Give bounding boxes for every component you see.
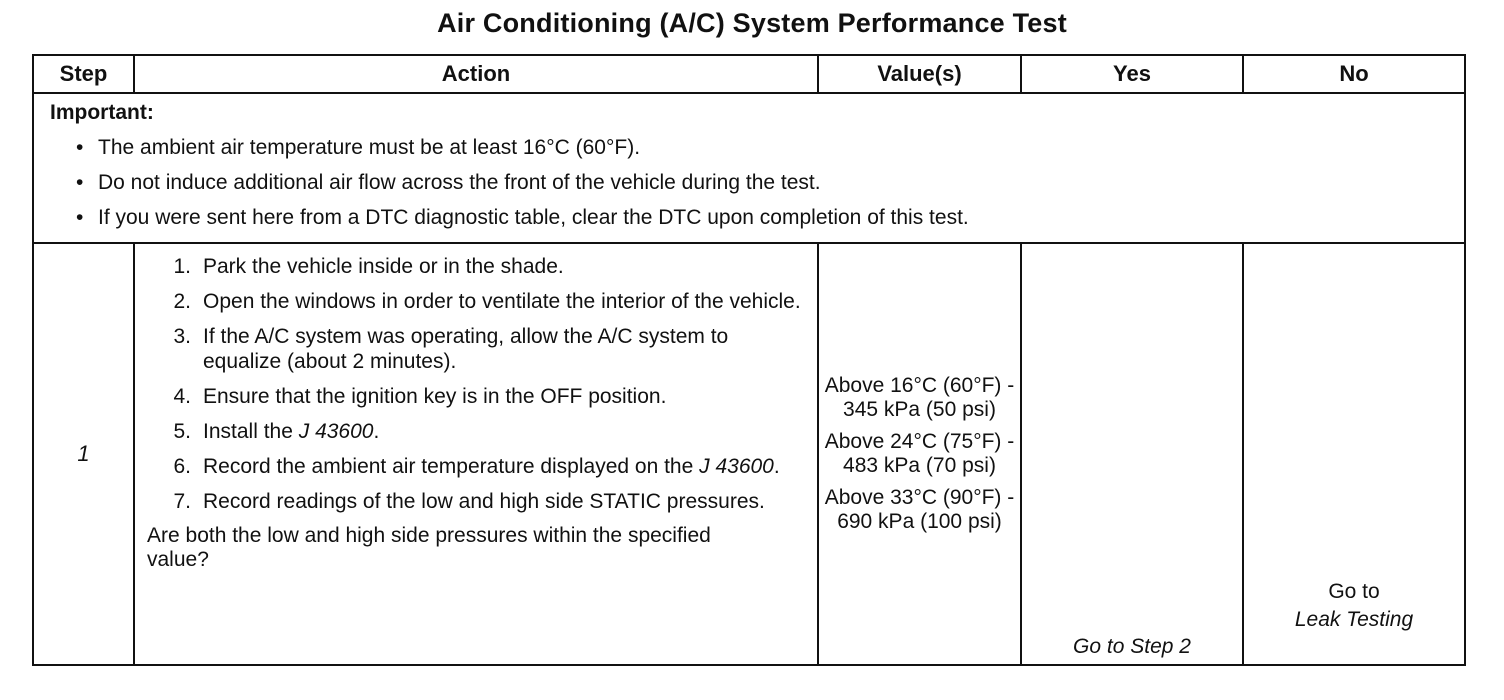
no-goto-link[interactable]	[1244, 578, 1464, 634]
action-text-part: Install the	[203, 420, 299, 443]
action-step-number: 5.	[173, 420, 191, 443]
header-yes: Yes	[1021, 55, 1243, 93]
action-step-text: Park the vehicle inside or in the shade.	[203, 255, 564, 278]
header-row	[33, 55, 1465, 93]
action-step-number: 2.	[173, 290, 191, 313]
action-step-text: Record readings of the low and high side STATIC pressures.	[203, 490, 765, 513]
action-steps-list	[135, 254, 817, 514]
action-step-text: If the A/C system was operating, allow the A/C system to equalize (about 2 minutes).	[203, 325, 729, 373]
header-action: Action	[134, 55, 818, 93]
action-step	[135, 489, 817, 514]
important-bullet: • If you were sent here from a DTC diagnostic table, clear the DTC upon completion of this test.	[76, 200, 1464, 235]
action-step	[135, 384, 817, 409]
action-step	[135, 419, 817, 444]
action-step-number: 3.	[173, 325, 191, 348]
important-bullet: • The ambient air temperature must be at least 16°C (60°F).	[76, 130, 1464, 165]
action-step-number: 6.	[173, 455, 191, 478]
no-goto-prefix: Go to	[1328, 580, 1380, 603]
action-cell	[134, 243, 818, 665]
action-text-part: .	[373, 420, 380, 443]
important-bullet: • Do not induce additional air flow across the front of the vehicle during the test.	[76, 165, 1464, 200]
action-step	[135, 289, 817, 314]
value-spec: Above 16°C (60°F) - 345 kPa (50 psi)	[824, 374, 1015, 421]
yes-goto-link[interactable]: Go to Step 2	[1073, 635, 1191, 658]
important-list	[34, 130, 1464, 235]
important-notice	[33, 93, 1465, 243]
document-title: Air Conditioning (A/C) System Performance Test	[437, 8, 1067, 38]
action-step	[135, 324, 817, 374]
action-step-text	[203, 419, 817, 444]
action-step-number: 4.	[173, 385, 191, 408]
header-values: Value(s)	[818, 55, 1021, 93]
header-no: No	[1243, 55, 1465, 93]
step-1-row	[33, 243, 1465, 665]
action-text-part: .	[773, 455, 780, 478]
action-step-text: Open the windows in order to ventilate the interior of the vehicle.	[203, 290, 801, 313]
action-step-text: Ensure that the ignition key is in the OFF position.	[203, 385, 667, 408]
leak-testing-reference: Leak Testing	[1294, 608, 1414, 631]
tool-reference: J 43600	[699, 455, 774, 478]
important-heading: Important:	[50, 101, 154, 124]
header-step: Step	[33, 55, 134, 93]
step-question: Are both the low and high side pressures within the specified value?	[147, 524, 711, 571]
tool-reference: J 43600	[298, 420, 374, 443]
value-spec: Above 24°C (75°F) - 483 kPa (70 psi)	[824, 430, 1015, 477]
action-step-text	[203, 454, 817, 479]
values-cell	[818, 243, 1021, 665]
step-number: 1	[33, 243, 134, 665]
action-step	[135, 454, 817, 479]
no-cell	[1243, 243, 1465, 665]
yes-cell	[1021, 243, 1243, 665]
action-text-part: Record the ambient air temperature displayed on the	[203, 455, 700, 478]
important-row	[33, 93, 1465, 243]
action-step	[135, 254, 817, 279]
action-step-number: 7.	[173, 490, 191, 513]
value-spec: Above 33°C (90°F) - 690 kPa (100 psi)	[824, 486, 1015, 533]
diagnostic-table	[32, 54, 1466, 666]
action-step-number: 1.	[173, 255, 191, 278]
